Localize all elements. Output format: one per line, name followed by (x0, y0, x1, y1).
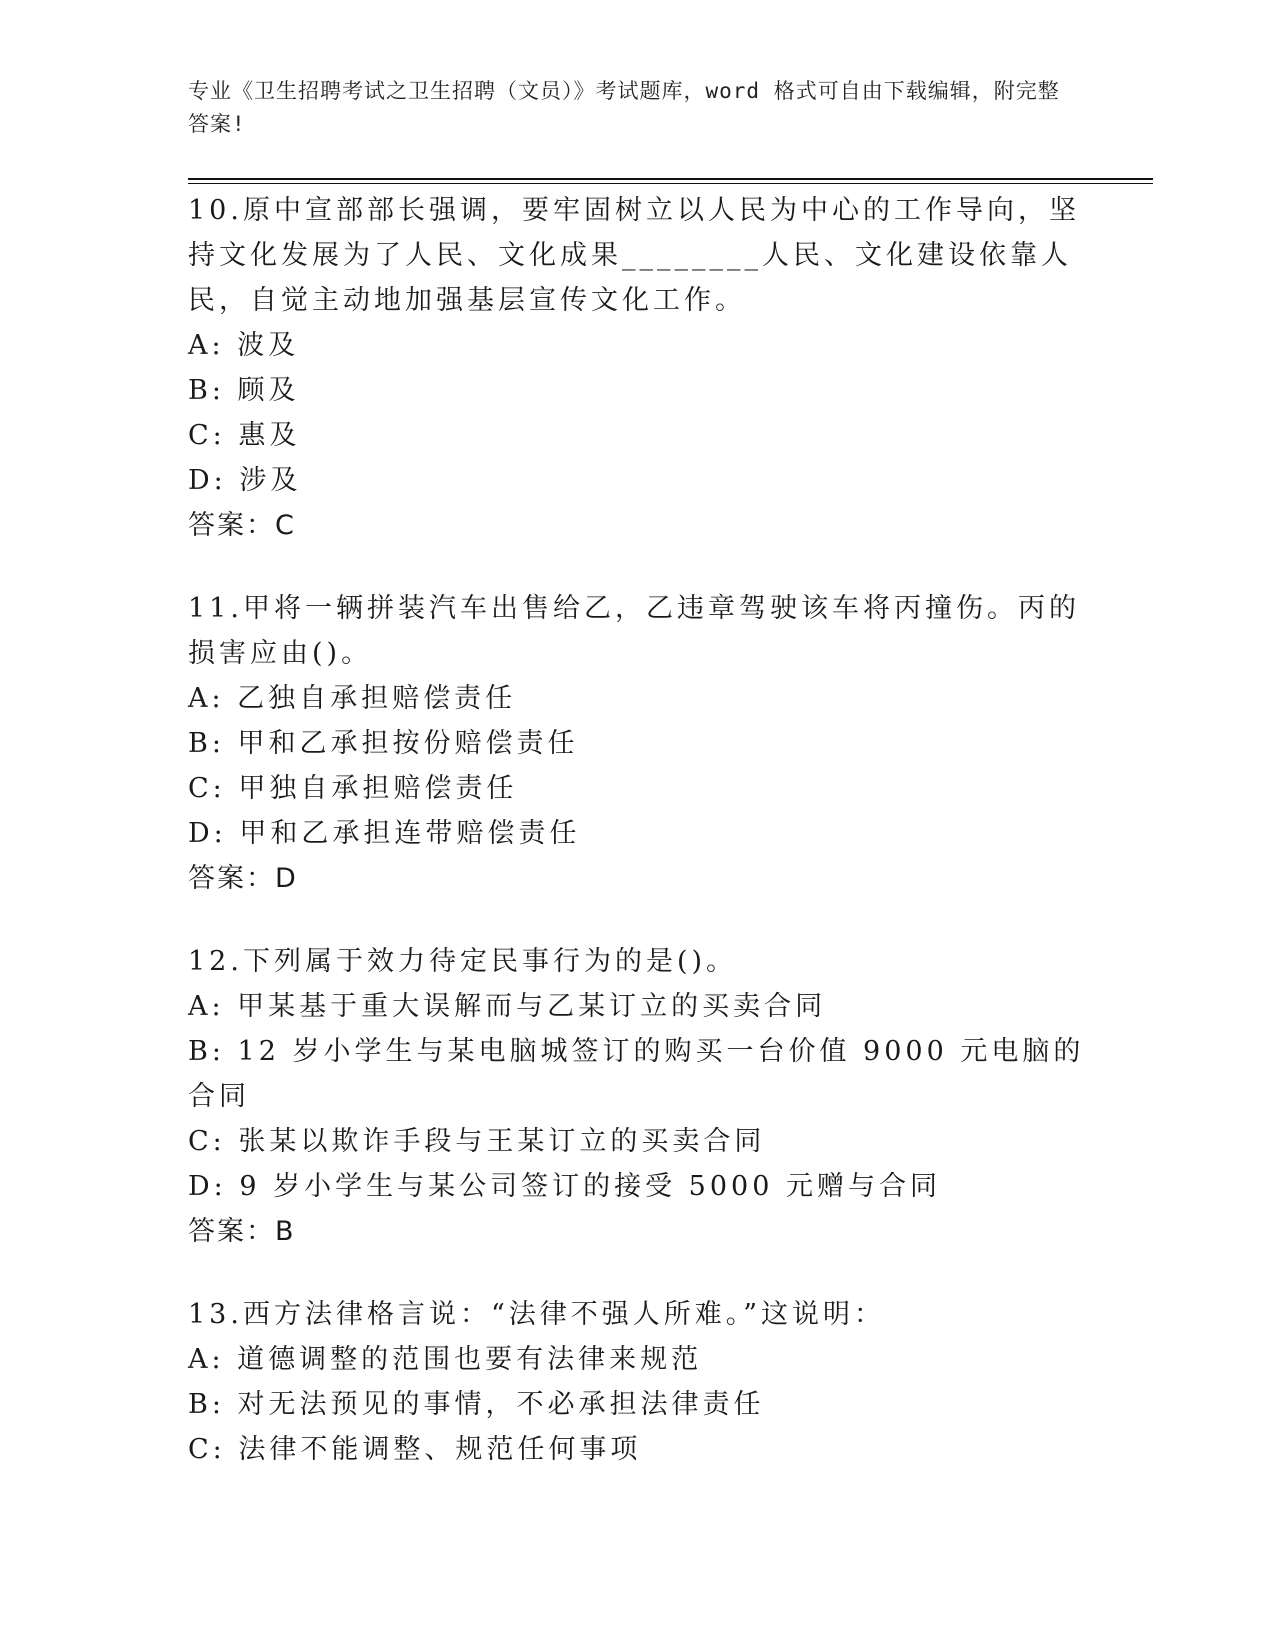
option-b: B: 甲和乙承担按份赔偿责任 (188, 728, 579, 759)
option-c: C: 法律不能调整、规范任何事项 (188, 1434, 642, 1465)
answer-label: 答案：D (188, 863, 298, 894)
header-divider-thin (188, 183, 1153, 184)
option-b: B: 对无法预见的事情，不必承担法律责任 (188, 1389, 765, 1420)
option-b: B: 12 岁小学生与某电脑城签订的购买一台价值 9000 元电脑的合同 (188, 1036, 1085, 1112)
option-b: B: 顾及 (188, 375, 300, 406)
question-stem: 13.西方法律格言说：“法律不强人所难。”这说明： (188, 1299, 886, 1330)
question-12 (188, 939, 1088, 1254)
question-stem: 12.下列属于效力待定民事行为的是()。 (188, 946, 738, 977)
question-stem: 10.原中宣部部长强调，要牢固树立以人民为中心的工作导向，坚持文化发展为了人民、文化成果________人民、文化建设依靠人民，自觉主动地加强基层宣传文化工作。 (188, 195, 1080, 316)
option-a: A: 道德调整的范围也要有法律来规范 (188, 1344, 703, 1375)
question-10 (188, 188, 1088, 548)
option-a: A: 甲某基于重大误解而与乙某订立的买卖合同 (188, 991, 827, 1022)
option-a: A: 乙独自承担赔偿责任 (188, 683, 517, 714)
option-d: D: 9 岁小学生与某公司签订的接受 5000 元赠与合同 (188, 1171, 941, 1202)
option-c: C: 甲独自承担赔偿责任 (188, 773, 518, 804)
question-stem: 11.甲将一辆拼装汽车出售给乙，乙违章驾驶该车将丙撞伤。丙的损害应由()。 (188, 593, 1080, 669)
document-header: 专业《卫生招聘考试之卫生招聘（文员）》考试题库，word 格式可自由下载编辑，附完整答案! (188, 79, 1060, 136)
question-13 (188, 1292, 1088, 1472)
answer-label: 答案：B (188, 1216, 296, 1247)
question-11 (188, 586, 1088, 901)
option-c: C: 张某以欺诈手段与王某订立的买卖合同 (188, 1126, 766, 1157)
option-c: C: 惠及 (188, 420, 301, 451)
option-d: D: 甲和乙承担连带赔偿责任 (188, 818, 581, 849)
question-list (188, 188, 1088, 1510)
option-d: D: 涉及 (188, 465, 302, 496)
answer-label: 答案：C (188, 510, 296, 541)
header-divider-thick (188, 178, 1153, 180)
option-a: A: 波及 (188, 330, 300, 361)
